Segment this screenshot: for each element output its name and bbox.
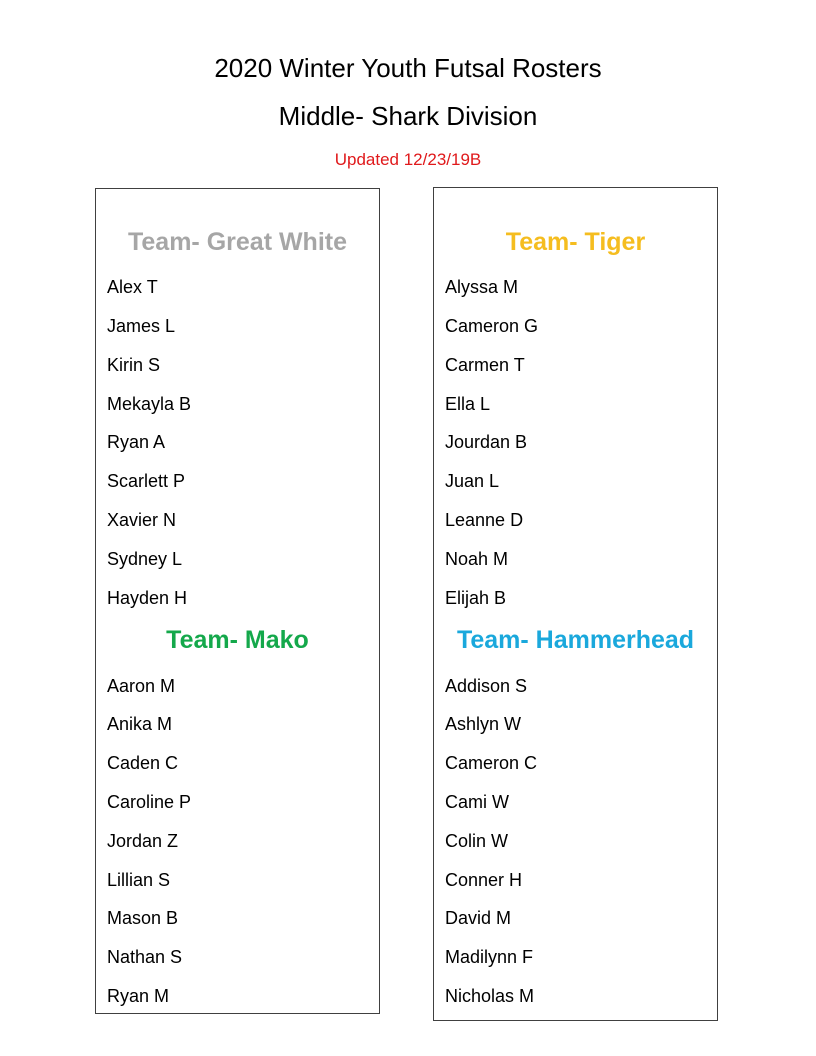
player-name: Nathan S — [107, 947, 183, 967]
player-name: Nicholas M — [445, 986, 535, 1006]
player-name: Conner H — [445, 870, 523, 890]
updated-note: Updated 12/23/19B — [334, 150, 482, 169]
player-name: Xavier N — [107, 510, 177, 530]
player-name: Noah M — [445, 549, 509, 569]
player-name: Cami W — [445, 792, 509, 812]
player-name: Caroline P — [107, 792, 192, 812]
player-name: Alyssa M — [445, 277, 519, 297]
team-heading-great-white: Team- Great White — [127, 228, 348, 256]
player-name: Hayden H — [107, 588, 188, 608]
player-name: Caden C — [107, 753, 179, 773]
player-name: Mekayla B — [107, 394, 192, 414]
player-name: Kirin S — [107, 355, 161, 375]
player-name: Alex T — [107, 277, 158, 297]
team-heading-tiger: Team- Tiger — [505, 228, 646, 256]
player-name: David M — [445, 908, 512, 928]
team-heading-mako: Team- Mako — [166, 626, 309, 654]
player-name: Mason B — [107, 908, 179, 928]
roster-column-right — [433, 187, 718, 1021]
player-name: Juan L — [445, 471, 500, 491]
player-name: Ella L — [445, 394, 491, 414]
team-heading-hammerhead: Team- Hammerhead — [456, 626, 695, 654]
player-name: Carmen T — [445, 355, 525, 375]
player-name: Sydney L — [107, 549, 183, 569]
player-name: Elijah B — [445, 588, 507, 608]
roster-column-left — [95, 188, 380, 1014]
document-title: 2020 Winter Youth Futsal Rosters — [214, 53, 602, 83]
player-name: Anika M — [107, 714, 173, 734]
player-name: Ryan A — [107, 432, 166, 452]
player-name: James L — [107, 316, 176, 336]
player-name: Leanne D — [445, 510, 524, 530]
player-name: Colin W — [445, 831, 509, 851]
player-name: Addison S — [445, 676, 528, 696]
player-name: Jordan Z — [107, 831, 179, 851]
player-name: Aaron M — [107, 676, 176, 696]
player-name: Ashlyn W — [445, 714, 522, 734]
player-name: Ryan M — [107, 986, 170, 1006]
player-name: Cameron G — [445, 316, 539, 336]
player-name: Madilynn F — [445, 947, 534, 967]
player-name: Cameron C — [445, 753, 538, 773]
player-name: Scarlett P — [107, 471, 186, 491]
player-name: Lillian S — [107, 870, 171, 890]
division-title: Middle- Shark Division — [278, 101, 538, 131]
player-name: Jourdan B — [445, 432, 528, 452]
